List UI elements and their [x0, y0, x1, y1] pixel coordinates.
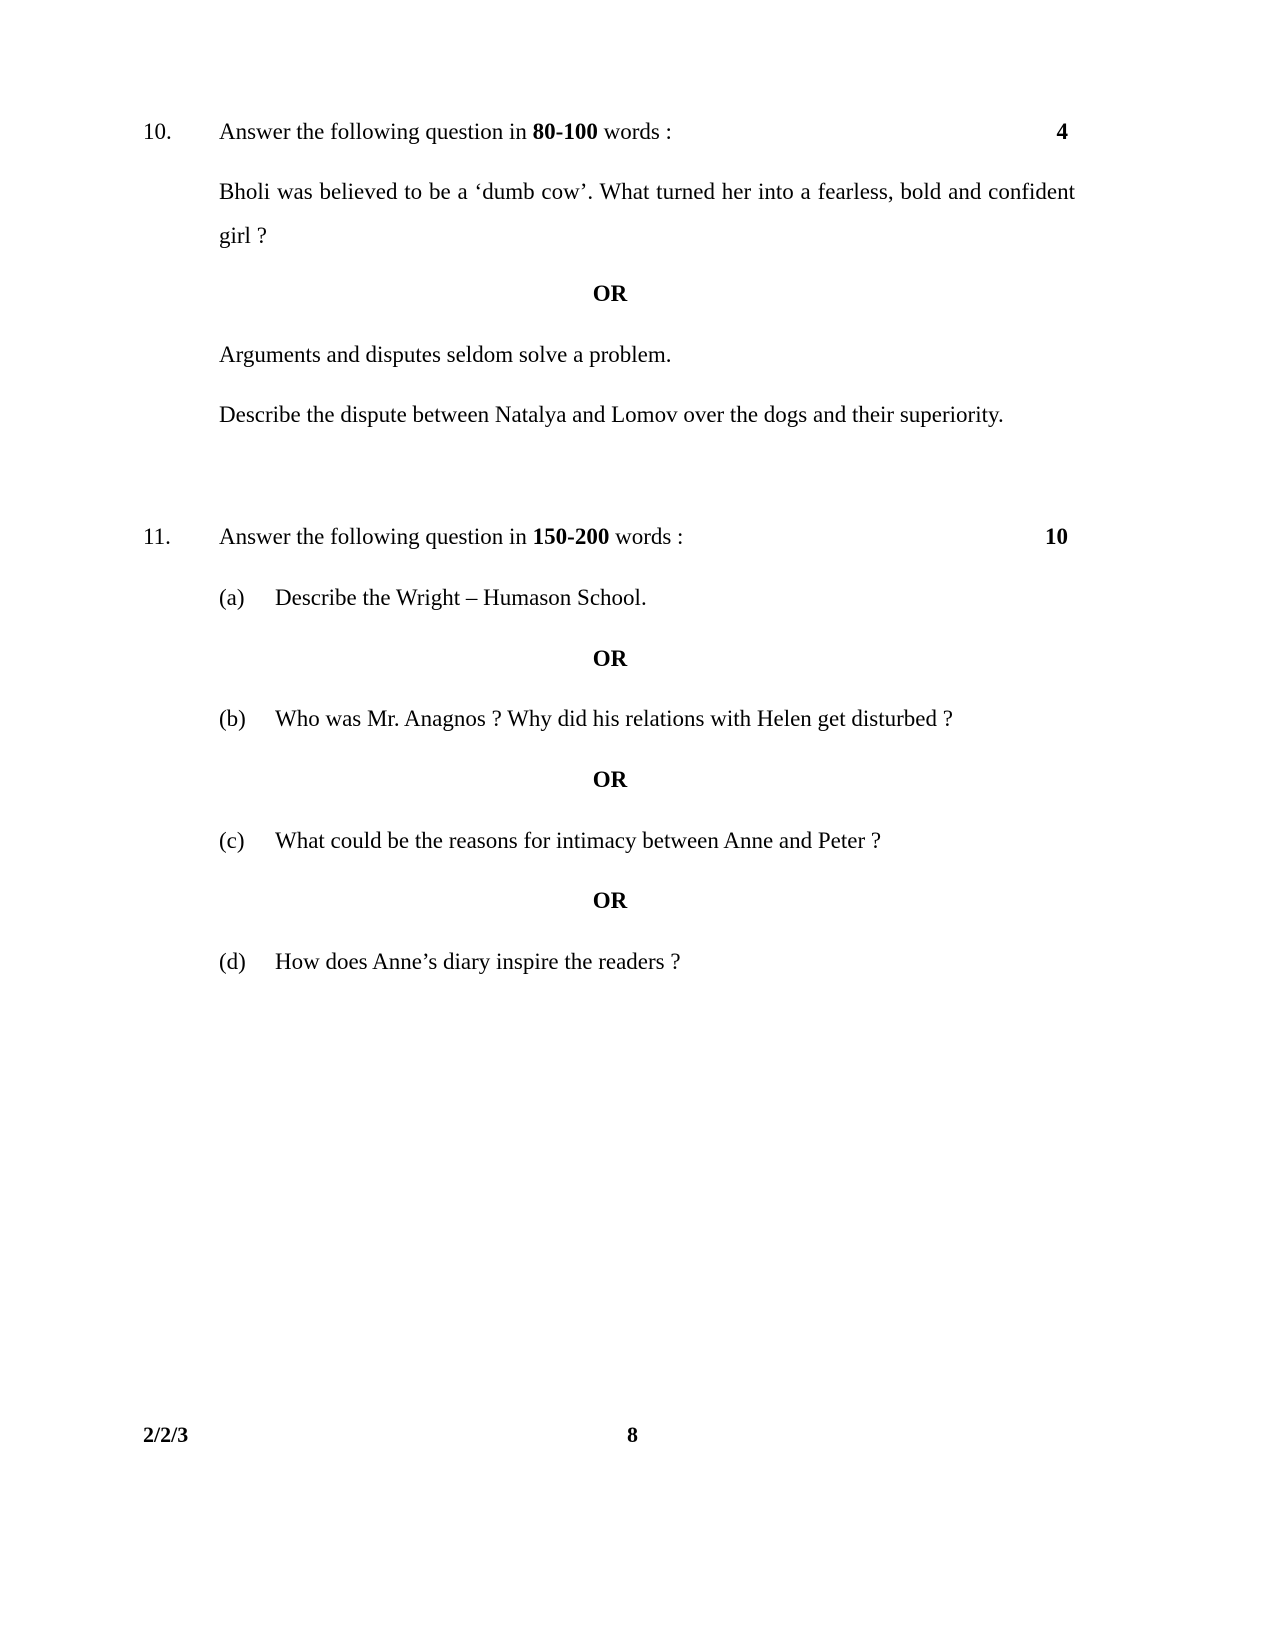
- option-a-label: (a): [219, 585, 245, 610]
- question-11-number: 11.: [143, 524, 171, 549]
- instruction-suffix: words :: [597, 119, 672, 144]
- word-limit: 80-100: [532, 119, 598, 144]
- option-d-label: (d): [219, 949, 246, 974]
- page-number: 8: [627, 1422, 638, 1447]
- question-10-alt-text: Arguments and disputes seldom solve a problem.: [219, 342, 672, 367]
- or-separator: OR: [592, 888, 628, 913]
- option-c-label: (c): [219, 828, 245, 853]
- option-c-text: What could be the reasons for intimacy between Anne and Peter ?: [275, 828, 882, 853]
- option-d-text: How does Anne’s diary inspire the readers ?: [275, 949, 681, 974]
- instruction-suffix: words :: [609, 524, 684, 549]
- option-b-text: Who was Mr. Anagnos ? Why did his relations with Helen get disturbed ?: [275, 706, 953, 731]
- instruction-text: Answer the following question in: [219, 119, 533, 144]
- question-10-alt-question: Describe the dispute between Natalya and Lomov over the dogs and their superiority.: [219, 402, 1004, 427]
- instruction-text: Answer the following question in: [219, 524, 533, 549]
- question-11-marks: 10: [1045, 524, 1068, 549]
- question-11-instruction: [219, 524, 683, 550]
- paper-code: 2/2/3: [143, 1422, 189, 1447]
- question-10-marks: 4: [1056, 119, 1068, 144]
- question-10-number: 10.: [143, 119, 172, 144]
- question-10-instruction: [219, 119, 672, 145]
- word-limit: 150-200: [532, 524, 610, 549]
- or-separator: OR: [592, 646, 628, 671]
- or-separator: OR: [592, 281, 628, 306]
- or-separator: OR: [592, 767, 628, 792]
- question-10-text: Bholi was believed to be a ‘dumb cow’. What turned her into a fearless, bold and confident girl ?: [219, 179, 1075, 248]
- option-b-label: (b): [219, 706, 246, 731]
- option-a-text: Describe the Wright – Humason School.: [275, 585, 647, 610]
